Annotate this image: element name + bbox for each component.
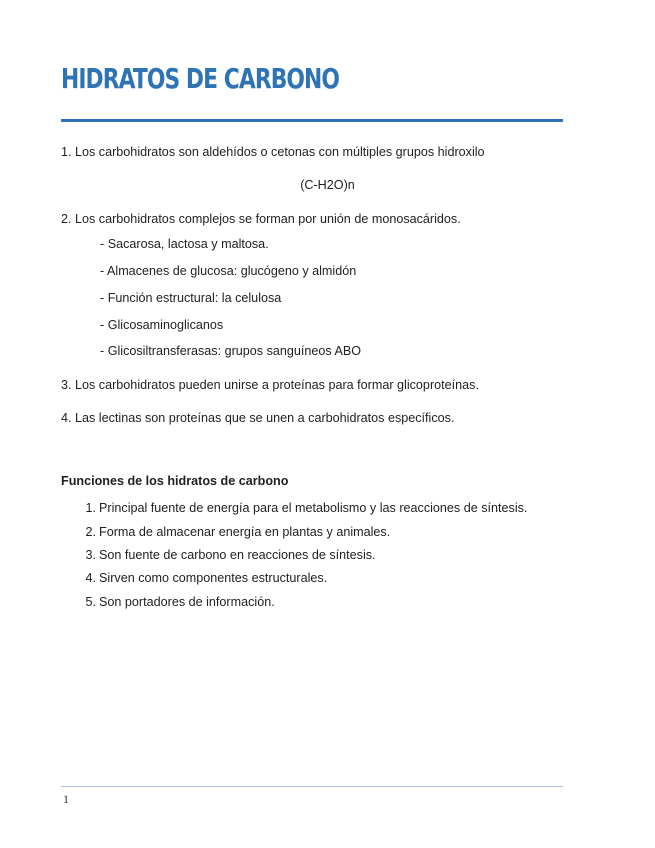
list-text: Principal fuente de energía para el metabolismo y las reacciones de síntesis.: [99, 501, 528, 515]
list-number: 1.: [85, 501, 96, 515]
sub-item: - Glicosiltransferasas: grupos sanguíneos ABO: [100, 344, 362, 358]
list-text: Forma de almacenar energía en plantas y animales.: [99, 525, 391, 539]
page-number: 1: [63, 792, 69, 806]
functions-heading: Funciones de los hidratos de carbono: [61, 474, 289, 488]
sub-item: - Glicosaminoglicanos: [100, 318, 224, 332]
list-text: Son portadores de información.: [99, 595, 275, 609]
paragraph-2: 2. Los carbohidratos complejos se forman por unión de monosacáridos.: [61, 212, 461, 226]
list-number: 2.: [85, 525, 96, 539]
list-text: Sirven como componentes estructurales.: [99, 571, 328, 585]
sub-item: - Almacenes de glucosa: glucógeno y almidón: [100, 264, 357, 278]
list-text: Son fuente de carbono en reacciones de síntesis.: [99, 548, 376, 562]
formula: (C-H2O)n: [300, 178, 355, 192]
sub-item: - Sacarosa, lactosa y maltosa.: [100, 237, 269, 251]
list-number: 3.: [85, 548, 96, 562]
list-number: 4.: [85, 571, 96, 585]
paragraph-3: 3. Los carbohidratos pueden unirse a proteínas para formar glicoproteínas.: [61, 378, 479, 392]
page-title: HIDRATOS DE CARBONO: [61, 62, 340, 95]
paragraph-4: 4. Las lectinas son proteínas que se unen a carbohidratos específicos.: [61, 411, 455, 425]
paragraph-1: 1. Los carbohidratos son aldehídos o cetonas con múltiples grupos hidroxilo: [61, 145, 485, 159]
footer-divider: [61, 786, 563, 787]
list-number: 5.: [85, 595, 96, 609]
sub-item: - Función estructural: la celulosa: [100, 291, 282, 305]
title-underline: [61, 119, 563, 122]
